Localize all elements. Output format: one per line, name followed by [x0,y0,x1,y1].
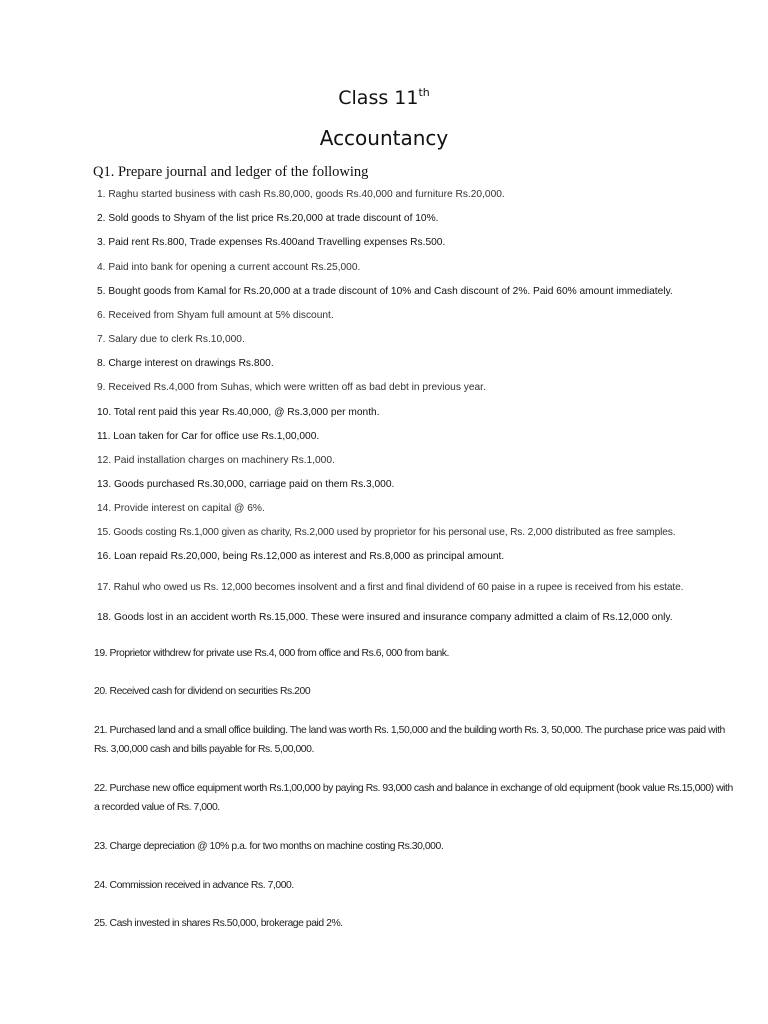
list-item: 20. Received cash for dividend on securities Rs.200 [94,686,311,697]
list-item: 5. Bought goods from Kamal for Rs.20,000 at a trade discount of 10% and Cash discount of 2%. Paid 60% amount immediately. [97,286,673,297]
list-item: 17. Rahul who owed us Rs. 12,000 becomes insolvent and a first and final dividend of 60 paise in a rupee is received from his estate. [97,582,684,593]
list-item: 12. Paid installation charges on machinery Rs.1,000. [97,455,335,466]
class-title [0,86,768,109]
class-number: Class 11 [338,87,419,109]
list-item: 8. Charge interest on drawings Rs.800. [97,358,274,369]
list-item: 23. Charge depreciation @ 10% p.a. for two months on machine costing Rs.30,000. [94,841,444,852]
list-item: 13. Goods purchased Rs.30,000, carriage paid on them Rs.3,000. [97,479,395,490]
list-item: 9. Received Rs.4,000 from Suhas, which were written off as bad debt in previous year. [97,382,486,393]
list-item: 22. Purchase new office equipment worth Rs.1,00,000 by paying Rs. 93,000 cash and balance in exchange of old equipment (book value Rs.15,000) with a recorded value of Rs. 7,000. [94,783,733,813]
list-item: 16. Loan repaid Rs.20,000, being Rs.12,000 as interest and Rs.8,000 as principal amount. [97,551,505,562]
list-item: 18. Goods lost in an accident worth Rs.15,000. These were insured and insurance company admitted a claim of Rs.12,000 only. [97,612,673,623]
list-item: 1. Raghu started business with cash Rs.80,000, goods Rs.40,000 and furniture Rs.20,000. [97,189,505,200]
list-item: 14. Provide interest on capital @ 6%. [97,503,265,514]
class-suffix: th [418,86,430,99]
list-item: 19. Proprietor withdrew for private use Rs.4, 000 from office and Rs.6, 000 from bank. [94,648,449,659]
list-item: 6. Received from Shyam full amount at 5% discount. [97,310,334,321]
list-item: 7. Salary due to clerk Rs.10,000. [97,334,245,345]
subject-title: Accountancy [319,126,449,150]
list-item: 24. Commission received in advance Rs. 7,000. [94,880,294,891]
list-item: 3. Paid rent Rs.800, Trade expenses Rs.400and Travelling expenses Rs.500. [97,237,446,248]
question-heading: Q1. Prepare journal and ledger of the following [93,164,369,180]
list-item: 15. Goods costing Rs.1,000 given as charity, Rs.2,000 used by proprietor for his personal use, Rs. 2,000 distributed as free samples. [97,527,676,538]
list-item: 21. Purchased land and a small office building. The land was worth Rs. 1,50,000 and the building worth Rs. 3, 50,000. The purchase price was paid with Rs. 3,00,000 cash and bills payable for Rs. 5,00,000. [94,725,725,755]
list-item: 4. Paid into bank for opening a current account Rs.25,000. [97,262,361,273]
list-item: 11. Loan taken for Car for office use Rs.1,00,000. [97,431,320,442]
list-item: 10. Total rent paid this year Rs.40,000, @ Rs.3,000 per month. [97,407,380,418]
list-item: 25. Cash invested in shares Rs.50,000, brokerage paid 2%. [94,918,343,929]
list-item: 2. Sold goods to Shyam of the list price Rs.20,000 at trade discount of 10%. [97,213,439,224]
